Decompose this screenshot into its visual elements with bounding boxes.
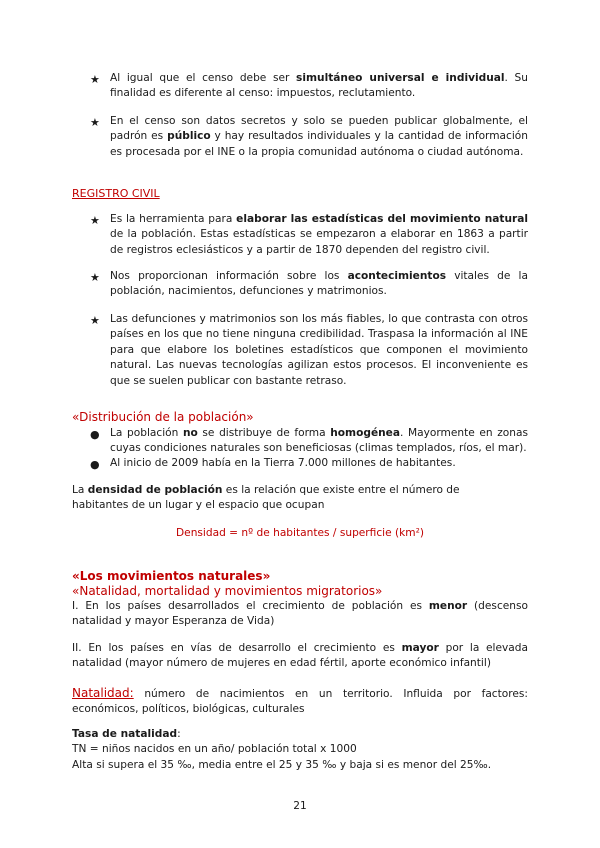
star-bullet-icon: ★ — [90, 214, 100, 227]
registro-civil-heading: REGISTRO CIVIL — [72, 187, 160, 200]
distribucion-heading: «Distribución de la población» — [72, 410, 254, 424]
tasa-title: Tasa de natalidad: — [72, 728, 181, 740]
registro-bullet-3: Las defunciones y matrimonios son los más fiables, lo que contrasta con otros países en los que no tiene ninguna credibilidad. Traspasa la información al INE para que elabore los boletines estadísticos que componen el movimiento natural. Las nuevas tecnologías agilizan estos procesos. El inconveniente es que se suelen publicar con bastante retraso. — [110, 313, 528, 387]
natalidad-definition: Natalidad: número de nacimientos en un territorio. Influida por factores: económicos, políticos, biológicas, culturales — [72, 686, 528, 716]
movimientos-paragraph-1: I. En los países desarrollados el crecimiento de población es menor (descenso natalidad y mayor Esperanza de Vida) — [72, 600, 528, 628]
star-bullet-icon: ★ — [90, 314, 100, 327]
densidad-paragraph: La densidad de población es la relación que existe entre el número de habitantes de un lugar y el espacio que ocupan — [72, 484, 460, 512]
registro-bullet-1: Es la herramienta para elaborar las estadísticas del movimiento natural de la población. Estas estadísticas se empezaron a elaborar en 1863 a partir de registros eclesiásticos y a partir de 1870 dependen del registro civil. — [110, 213, 528, 256]
movimientos-heading: «Los movimientos naturales» — [72, 569, 271, 583]
tasa-natalidad-block — [72, 727, 528, 773]
distribucion-bullet-1: La población no se distribuye de forma homogénea. Mayormente en zonas cuyas condiciones naturales son beneficiosas (climas templados, ríos, el mar). — [110, 427, 528, 455]
tasa-thresholds: Alta si supera el 35 ‰, media entre el 25 y 35 ‰ y baja si es menor del 25‰. — [72, 758, 492, 771]
star-bullet-icon: ★ — [90, 271, 100, 284]
star-bullet-icon: ★ — [90, 116, 100, 129]
dot-bullet-icon: ● — [90, 428, 100, 441]
census-bullet-1: Al igual que el censo debe ser simultáneo universal e individual. Su finalidad es diferente al censo: impuestos, reclutamiento. — [110, 72, 528, 100]
page-number: 21 — [293, 800, 307, 812]
census-bullet-2: En el censo son datos secretos y solo se pueden publicar globalmente, el padrón es público y hay resultados individuales y la cantidad de información es procesada por el INE o la propia comunidad autónoma o ciudad autónoma. — [110, 115, 529, 158]
dot-bullet-icon: ● — [90, 458, 100, 471]
star-bullet-icon: ★ — [90, 73, 100, 86]
movimientos-paragraph-2: II. En los países en vías de desarrollo el crecimiento es mayor por la elevada natalidad (mayor número de mujeres en edad fértil, aporte económico infantil) — [72, 642, 528, 670]
distribucion-bullet-2: Al inicio de 2009 había en la Tierra 7.000 millones de habitantes. — [110, 457, 456, 469]
registro-bullet-2: Nos proporcionan información sobre los acontecimientos vitales de la población, nacimientos, defunciones y matrimonios. — [110, 270, 528, 298]
movimientos-subheading: «Natalidad, mortalidad y movimientos migratorios» — [72, 584, 383, 598]
densidad-formula: Densidad = nº de habitantes / superficie (km²) — [176, 527, 424, 539]
tasa-formula: TN = niños nacidos en un año/ población total x 1000 — [72, 743, 357, 756]
